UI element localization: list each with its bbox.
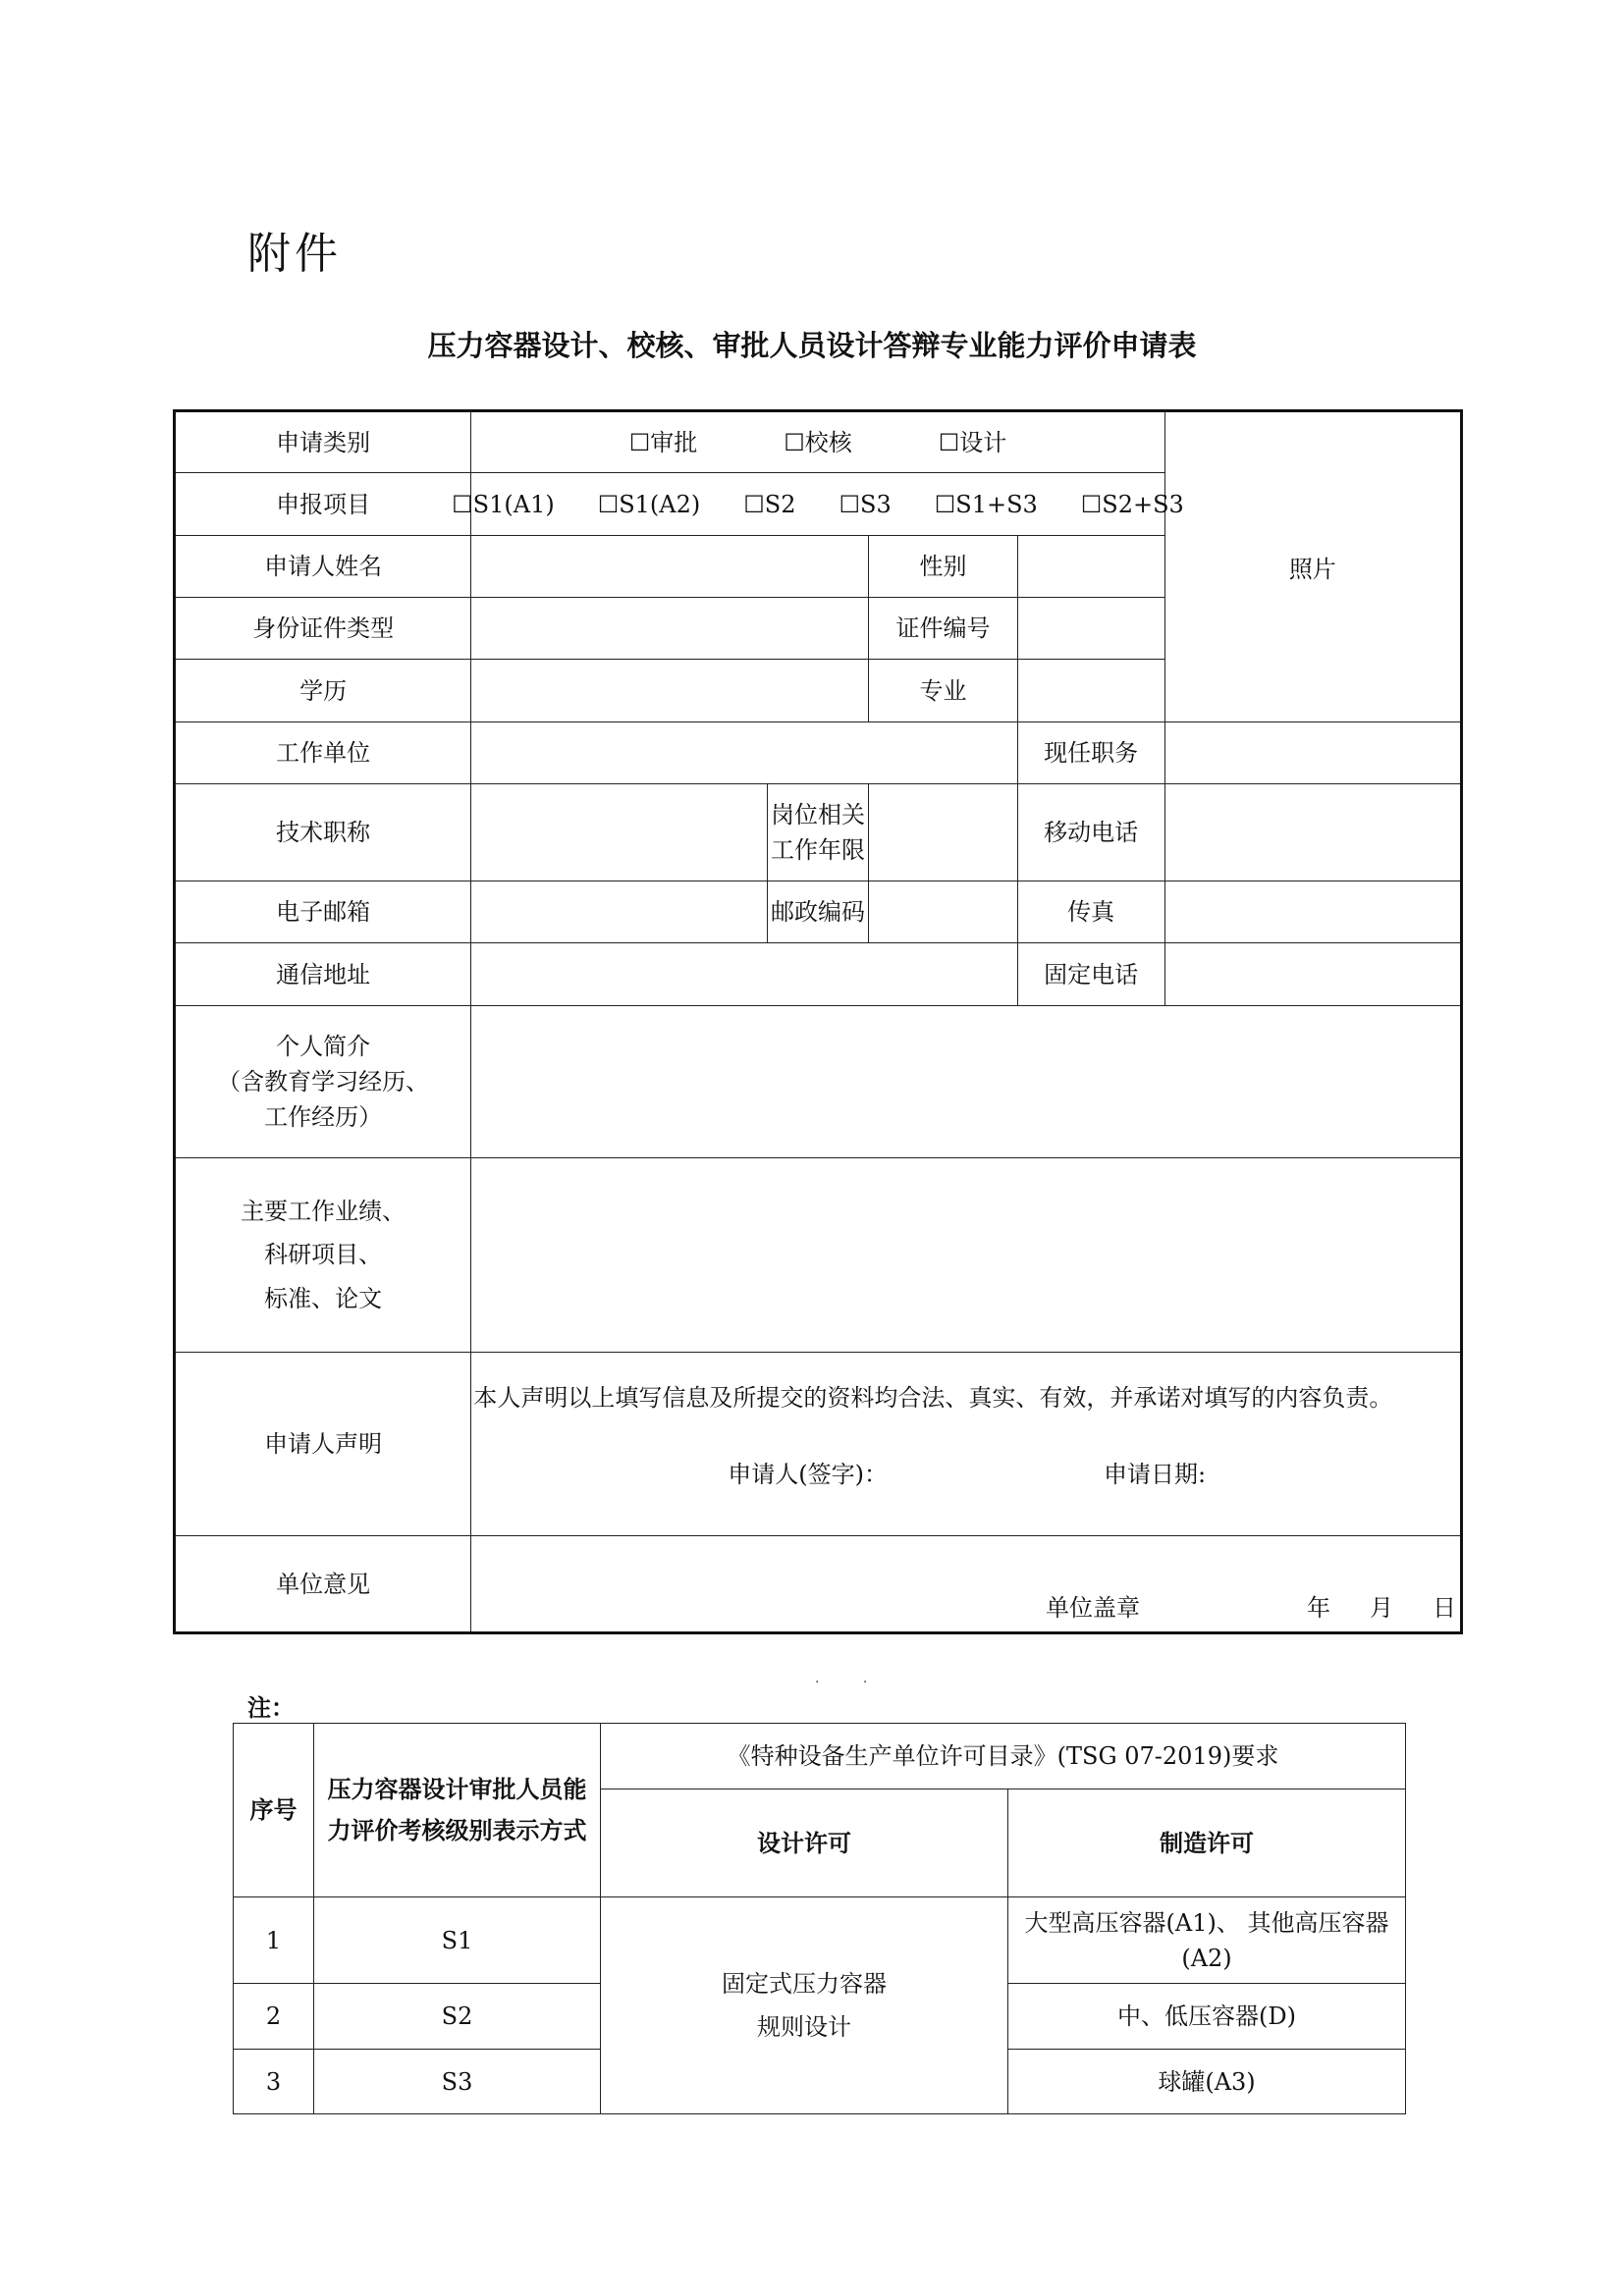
profile-label	[175, 1006, 471, 1158]
form-title: 压力容器设计、校核、审批人员设计答辩专业能力评价申请表	[427, 329, 1197, 362]
header-level-line-2: 力评价考核级别表示方式	[327, 1817, 587, 1844]
design-permit-cell	[601, 1897, 1008, 2114]
education-label: 学历	[175, 660, 471, 722]
row-3-seq: 3	[234, 2050, 314, 2114]
header-manufacture: 制造许可	[1008, 1789, 1406, 1897]
checkbox-s2[interactable]: ☐S2	[743, 490, 796, 518]
achievements-label	[175, 1158, 471, 1353]
landline-field[interactable]	[1164, 943, 1461, 1006]
header-design: 设计许可	[601, 1789, 1008, 1897]
day-label: 日	[1433, 1594, 1456, 1622]
apply-category-label: 申请类别	[175, 411, 471, 473]
checkbox-s3[interactable]: ☐S3	[839, 490, 892, 518]
year-label: 年	[1307, 1594, 1330, 1622]
education-field[interactable]	[471, 660, 869, 722]
mobile-label: 移动电话	[1017, 784, 1164, 881]
id-type-label: 身份证件类型	[175, 598, 471, 660]
row-2-manufacture: 中、低压容器(D)	[1008, 1984, 1406, 2050]
design-permit-line-2: 规则设计	[757, 2013, 851, 2041]
years-label-line-2: 工作年限	[770, 836, 865, 864]
position-field[interactable]	[1164, 722, 1461, 784]
mobile-field[interactable]	[1164, 784, 1461, 881]
achievements-label-line-2: 科研项目、	[264, 1241, 383, 1269]
fax-label: 传真	[1017, 881, 1164, 943]
profile-label-line-1: 个人简介	[276, 1033, 371, 1060]
checkbox-s1-a2[interactable]: ☐S1(A2)	[597, 490, 701, 518]
project-label: 申报项目	[175, 473, 471, 536]
declaration-label: 申请人声明	[175, 1353, 471, 1536]
profile-field[interactable]	[471, 1006, 1462, 1158]
gender-label: 性别	[869, 536, 1017, 598]
row-3-manufacture: 球罐(A3)	[1008, 2050, 1406, 2114]
declaration-text: 本人声明以上填写信息及所提交的资料均合法、真实、有效，并承诺对填写的内容负责。	[473, 1384, 1393, 1412]
email-field[interactable]	[471, 881, 767, 943]
row-2-seq: 2	[234, 1984, 314, 2050]
row-3-level: S3	[314, 2050, 601, 2114]
achievements-label-line-3: 标准、论文	[264, 1284, 383, 1312]
row-1-manufacture: 大型高压容器(A1)、 其他高压容器(A2)	[1008, 1897, 1406, 1984]
address-field[interactable]	[471, 943, 1017, 1006]
signature-label: 申请人(签字)：	[728, 1461, 888, 1488]
employer-field[interactable]	[471, 722, 1017, 784]
row-1-seq: 1	[234, 1897, 314, 1984]
employer-label: 工作单位	[175, 722, 471, 784]
postcode-label: 邮政编码	[767, 881, 869, 943]
note-label: 注：	[247, 1694, 295, 1722]
header-catalog: 《特种设备生产单位许可目录》(TSG 07-2019)要求	[601, 1724, 1406, 1789]
profile-label-line-2: （含教育学习经历、	[217, 1068, 430, 1095]
achievements-label-line-1: 主要工作业绩、	[241, 1197, 406, 1225]
years-label-line-1: 岗位相关	[770, 801, 865, 828]
name-field[interactable]	[471, 536, 869, 598]
note-table	[233, 1723, 1406, 2114]
achievements-field[interactable]	[471, 1158, 1462, 1353]
landline-label: 固定电话	[1017, 943, 1164, 1006]
header-seq: 序号	[234, 1724, 314, 1897]
name-label: 申请人姓名	[175, 536, 471, 598]
tech-title-field[interactable]	[471, 784, 767, 881]
row-1-level: S1	[314, 1897, 601, 1984]
years-field[interactable]	[869, 784, 1017, 881]
fax-field[interactable]	[1164, 881, 1461, 943]
photo-box: 照片	[1164, 411, 1461, 722]
row-2-level: S2	[314, 1984, 601, 2050]
id-number-label: 证件编号	[869, 598, 1017, 660]
address-label: 通信地址	[175, 943, 471, 1006]
checkbox-approve[interactable]: ☐审批	[628, 428, 698, 456]
checkbox-s1-a1[interactable]: ☐S1(A1)	[452, 490, 555, 518]
header-level-line-1: 压力容器设计审批人员能	[327, 1776, 587, 1803]
unit-opinion-label: 单位意见	[175, 1536, 471, 1633]
month-label: 月	[1370, 1594, 1393, 1622]
profile-label-line-3: 工作经历）	[264, 1103, 383, 1131]
dot-mark: · ·	[815, 1675, 888, 1690]
declaration-cell	[471, 1353, 1462, 1536]
design-permit-line-1: 固定式压力容器	[722, 1969, 887, 1998]
unit-opinion-cell[interactable]	[471, 1536, 1462, 1633]
gender-field[interactable]	[1017, 536, 1164, 598]
checkbox-s1-s3[interactable]: ☐S1+S3	[934, 490, 1038, 518]
unit-stamp-label: 单位盖章	[1046, 1594, 1140, 1622]
id-type-field[interactable]	[471, 598, 869, 660]
id-number-field[interactable]	[1017, 598, 1164, 660]
project-options	[452, 473, 1184, 536]
postcode-field[interactable]	[869, 881, 1017, 943]
email-label: 电子邮箱	[175, 881, 471, 943]
tech-title-label: 技术职称	[175, 784, 471, 881]
application-form-table	[173, 409, 1463, 1634]
attachment-label: 附件	[247, 229, 342, 279]
checkbox-check[interactable]: ☐校核	[784, 428, 852, 456]
years-label	[767, 784, 869, 881]
position-label: 现任职务	[1017, 722, 1164, 784]
apply-date-label: 申请日期:	[1103, 1461, 1207, 1488]
checkbox-design[interactable]: ☐设计	[938, 428, 1007, 456]
major-label: 专业	[869, 660, 1017, 722]
header-level	[314, 1724, 601, 1897]
apply-category-options	[471, 411, 1164, 473]
checkbox-s2-s3[interactable]: ☐S2+S3	[1080, 490, 1184, 518]
major-field[interactable]	[1017, 660, 1164, 722]
